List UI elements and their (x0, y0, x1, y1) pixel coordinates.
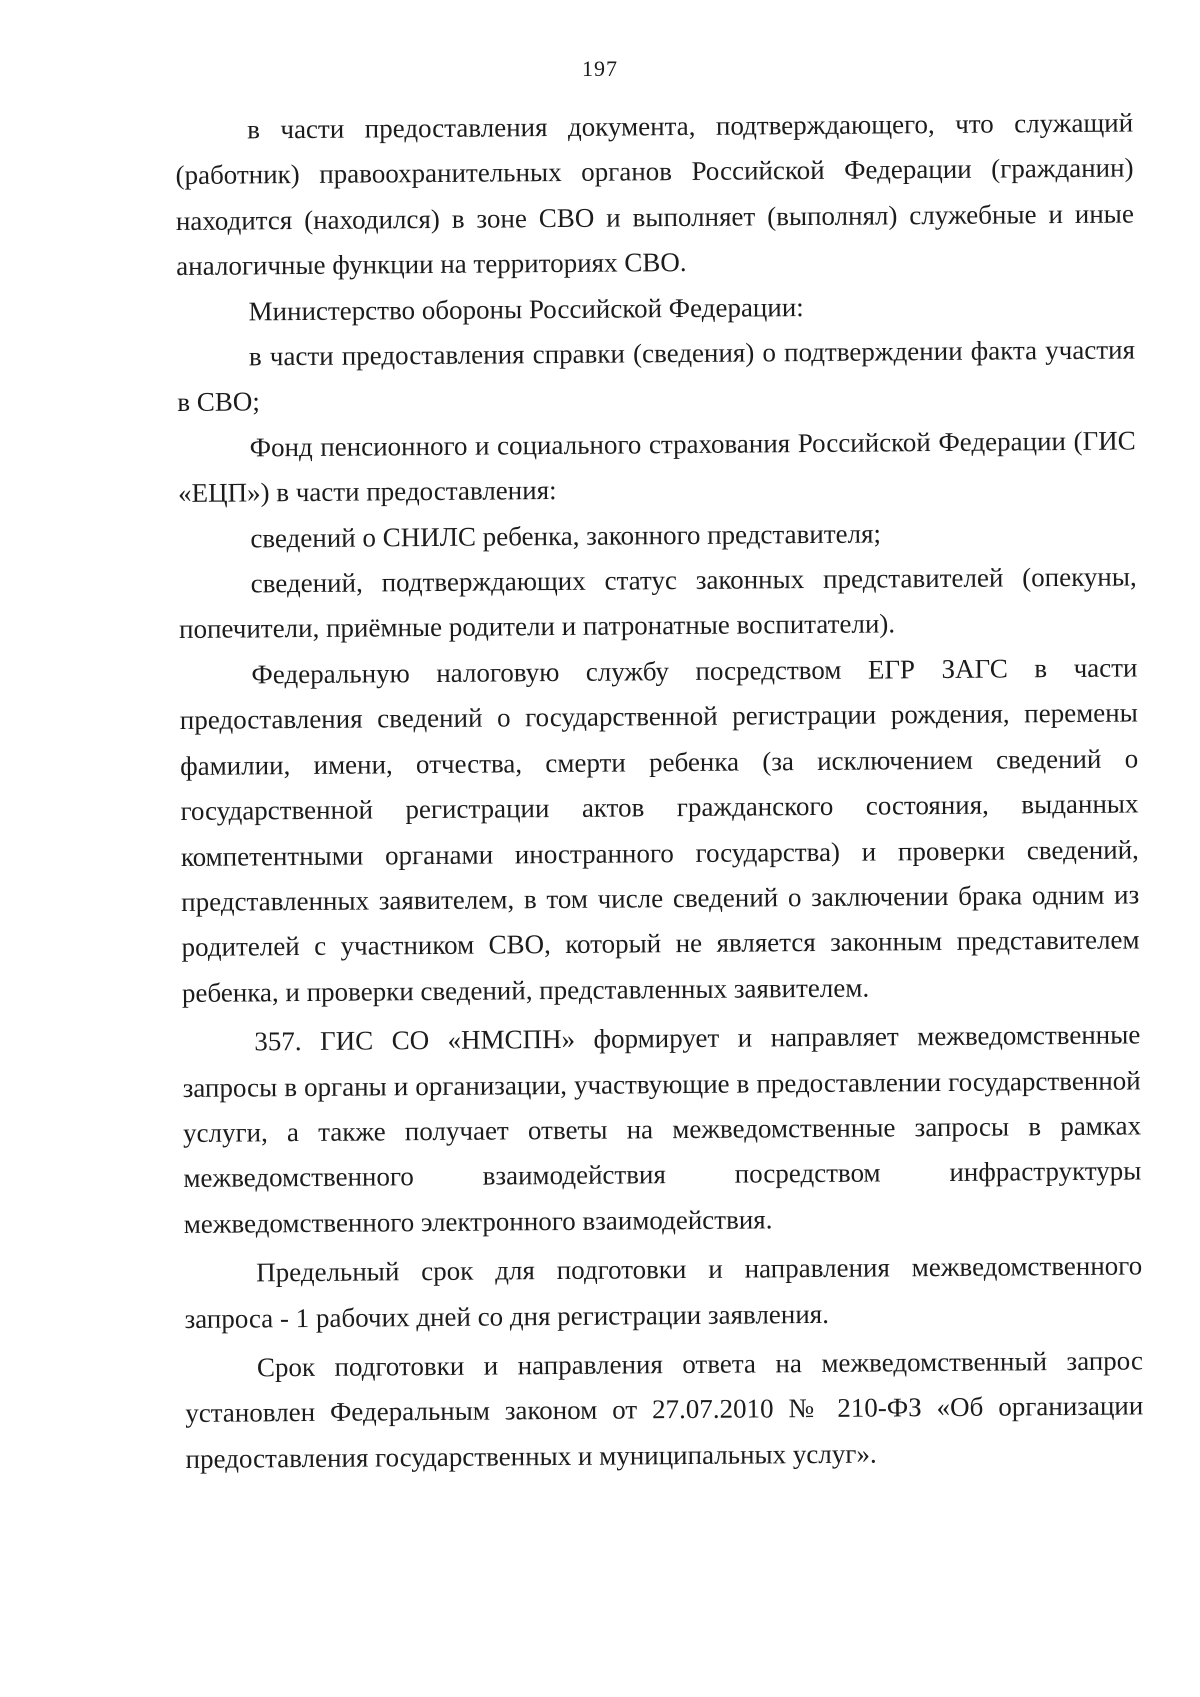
paragraph: Фонд пенсионного и социального страхования Российской Федерации (ГИС «ЕЦП») в части предоставления: (177, 425, 1136, 509)
document-body (175, 100, 1144, 1482)
paragraph: Министерство обороны Российской Федерации: (248, 291, 804, 327)
paragraph: в части предоставления справки (сведения) о подтверждении факта участия в СВО; (177, 334, 1136, 418)
paragraph: в части предоставления документа, подтверждающего, что служащий (работник) правоохранительных органов Российской Федерации (гражданин) находится (находился) в зоне СВО и выполняет (выполнял) служебные и иные аналогичные функции на территориях СВО. (175, 107, 1134, 282)
paragraph: Федеральную налоговую службу посредством ЕГР ЗАГС в части предоставления сведений о государственной регистрации рождения, перемены фамилии, имени, отчества, смерти ребенка (за исключением сведений о государственной регистрации актов гражданского состояния, выданных компетентными органами иностранного государства) и проверки сведений, представленных заявителем, в том числе сведений о заключении брака одним из родителей с участником СВО, который не является законным представителем ребенка, и проверки сведений, представленных заявителем. (179, 652, 1140, 1008)
page-number: 197 (582, 56, 618, 81)
paragraph: 357. ГИС СО «НМСПН» формирует и направляет межведомственные запросы в органы и организации, участвующие в предоставлении государственной услуги, а также получает ответы на межведомственные запросы в рамках межведомственного взаимодействия посредством инфраструктуры межведомственного электронного взаимодействия. (182, 1019, 1142, 1239)
paragraph: сведений о СНИЛС ребенка, законного представителя; (250, 518, 882, 554)
paragraph: Срок подготовки и направления ответа на межведомственный запрос установлен Федеральным законом от 27.07.2010 № 210-ФЗ «Об организации предоставления государственных и муниципальных услуг». (185, 1345, 1144, 1474)
paragraph: сведений, подтверждающих статус законных представителей (опекуны, попечители, приёмные родители и патронатные воспитатели). (178, 561, 1137, 645)
paragraph: Предельный срок для подготовки и направления межведомственного запроса - 1 рабочих дней со дня регистрации заявления. (184, 1250, 1143, 1334)
